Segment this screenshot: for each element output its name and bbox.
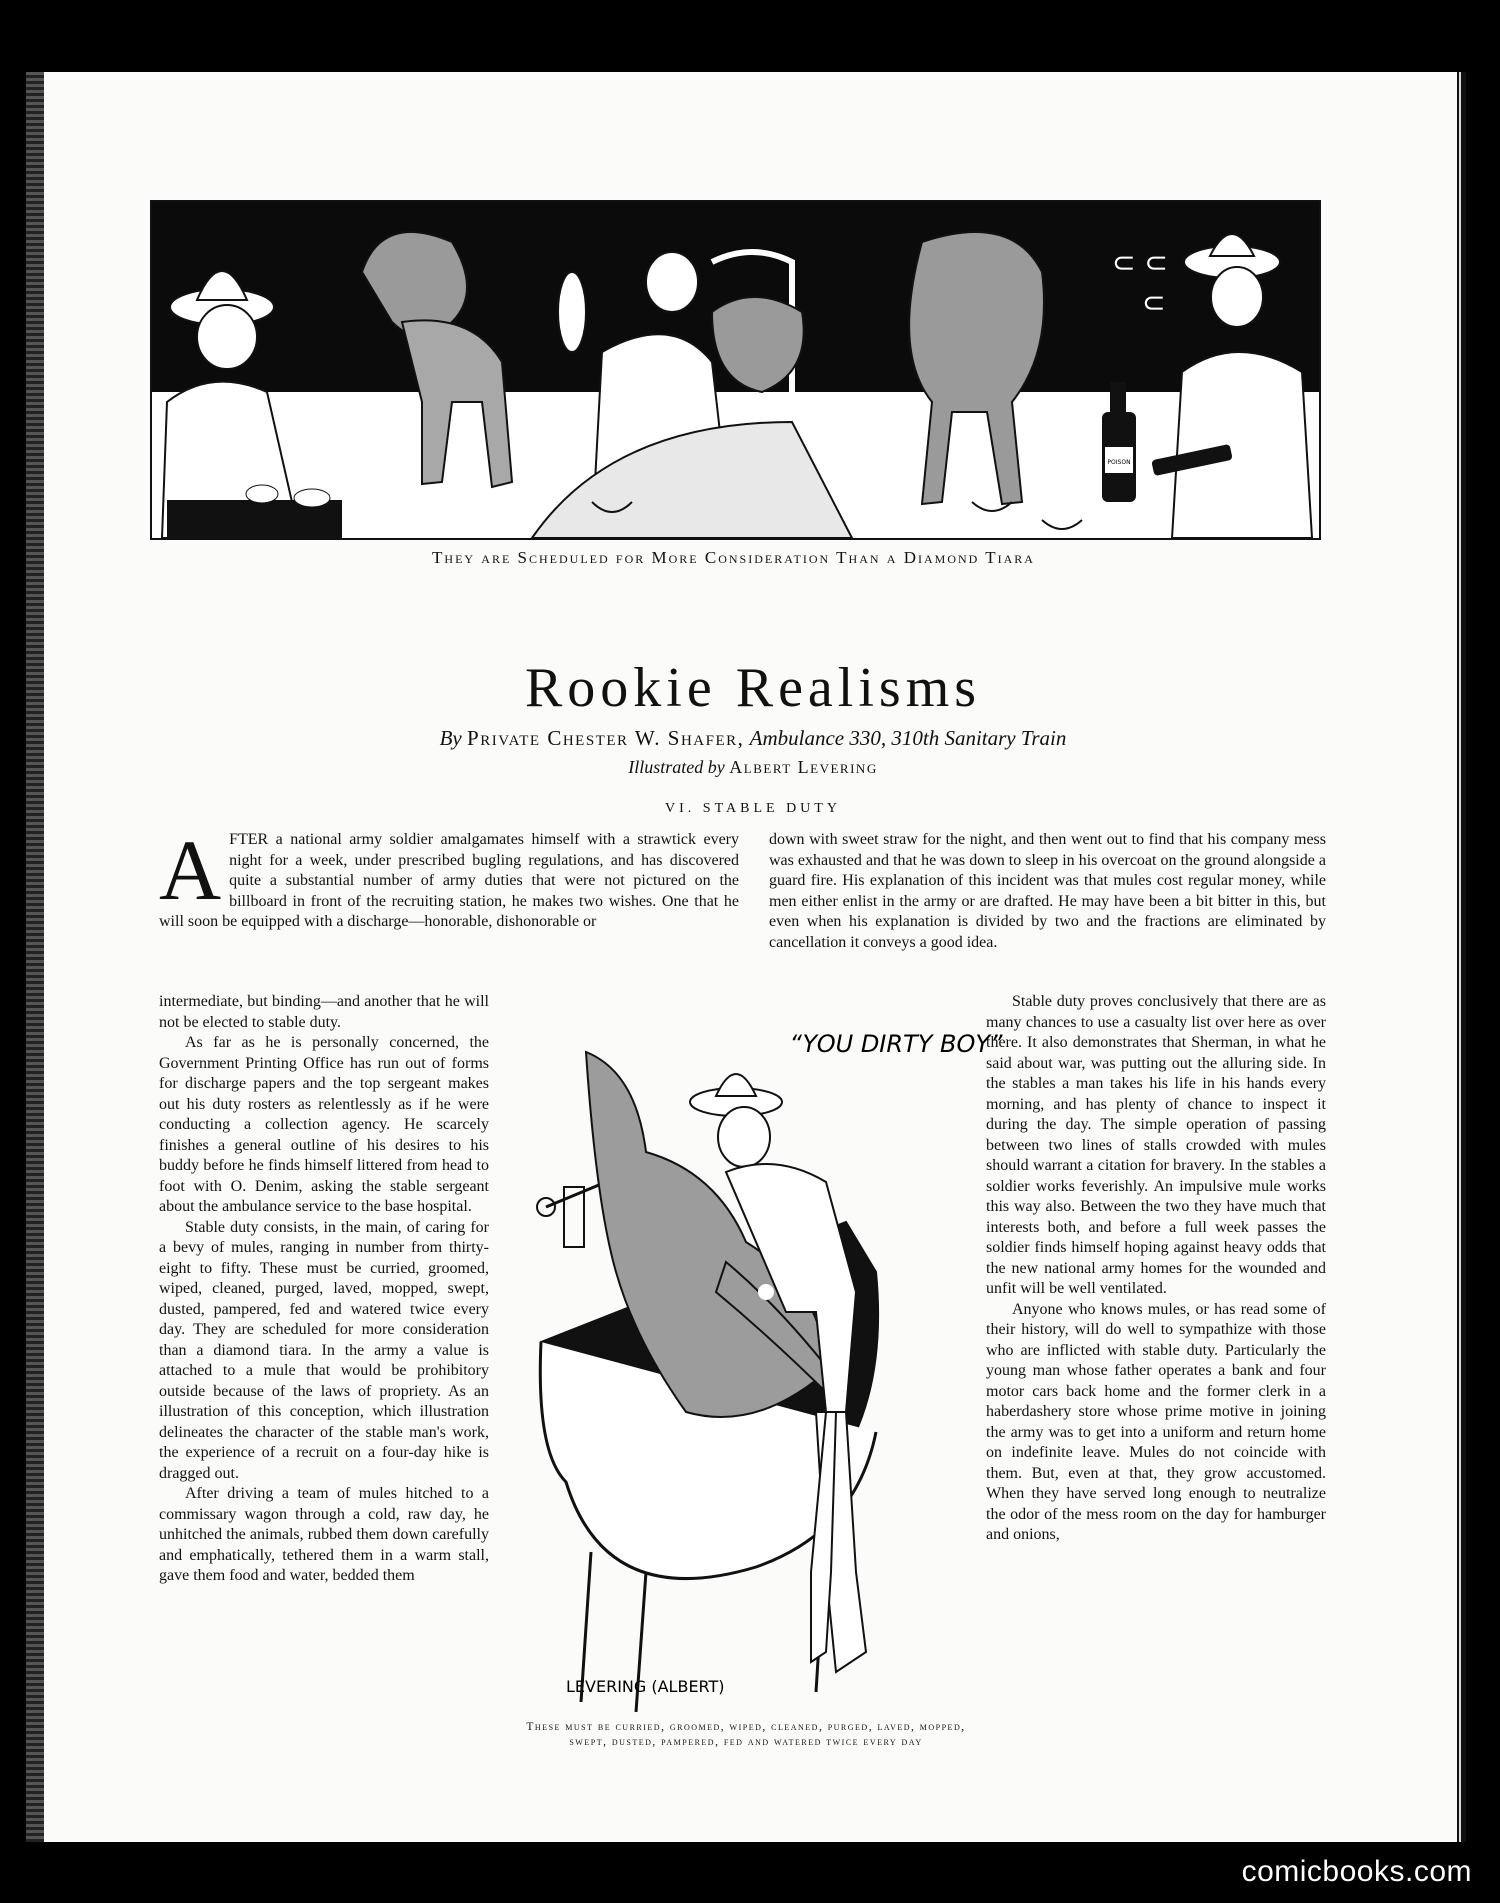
poison-label: POISON: [1107, 459, 1131, 466]
paragraph: Anyone who knows mules, or has read some of their history, will do well to sympathize with those who are inflicted with stable duty. Particularly the young man whose father operates a bank and four motor cars back home and the former clerk in a haberdashery store whose prime motive in joining the army was to get into a uniform and return home on indefinite leave. Mules do not coincide with them. But, even at that, they grow accustomed. When they have served long enough to neutralize the odor of the mess room on the day for hamburger and onions,: [986, 1300, 1326, 1543]
drop-cap: A: [159, 822, 222, 918]
illustrator-name: Albert Levering: [729, 757, 878, 777]
paragraph: Stable duty consists, in the main, of caring for a bevy of mules, ranging in number from thirty-eight to fifty. These must be curried, groomed, wiped, cleaned, purged, laved, mopped, swept, dusted, pampered, fed and watered twice every day. They are scheduled for more consideration than a diamond tiara. In the army a value is attached to a mule that would be prohibitory outside because of the laws of propriety. As an illustration of this conception, which illustration delineates the character of the stable man's work, the experience of a recruit on a four-day hike is dragged out.: [159, 1218, 489, 1482]
byline-by: By: [439, 726, 462, 750]
article-byline: [150, 726, 1356, 751]
svg-text:⊂: ⊂: [1142, 286, 1166, 319]
paragraph: As far as he is personally concerned, the Government Printing Office has run out of forms for discharge papers and the top sergeant makes out his duty rosters as relentlessly as if he were conducting a collection agency. He scarcely finishes a general outline of his desires to his buddy before he finds himself littered from head to foot with O. Denim, asking the stable sergeant about the ambulance service to the base hospital.: [159, 1034, 489, 1215]
column-1-body: [159, 992, 489, 1587]
site-watermark: comicbooks.com: [1241, 1855, 1472, 1888]
speech-text: “YOU DIRTY BOY”: [789, 1030, 1003, 1058]
column-1-intro: [159, 822, 739, 933]
paragraph: Stable duty proves conclusively that there are as many chances to use a casualty list over here as over there. It also demonstrates that Sherman, in what he said about war, was putting out the alluring side. In the stables a man takes his life in his hands every morning, and has plenty of chance to inspect it during the day. The simple operation of passing between two lines of stalls crowded with mules should warrant a citation for bravery. In the stables a soldier works feverishly. An impulsive mule works this way also. Between the two they have much that interests both, and before a full week passes the soldier finds himself hoping against heavy odds that the new national army homes for the wounded and unfit will be well ventilated.: [986, 993, 1326, 1297]
intro-paragraph: FTER a national army soldier amalgamates himself with a strawtick every night for a week, under prescribed bugling regulations, and has discovered quite a substantial number of army duties that were not pictured on the billboard in front of the recruiting station, he makes two wishes. One that he will soon be equipped with a discharge—honorable, dishonorable or: [159, 831, 739, 930]
article-title: Rookie Realisms: [524, 657, 982, 719]
paragraph: After driving a team of mules hitched to a commissary wagon through a cold, raw day, he unhitched the animals, rubbed them down carefully and emphatically, tethered them in a warm stall, gave them food and water, bedded them: [159, 1485, 489, 1584]
column-2-body: [986, 992, 1326, 1546]
header-illustration-caption: They are Scheduled for More Consideration Than a Diamond Tiara: [432, 548, 1035, 567]
magazine-page: [26, 72, 1466, 1842]
column-2-intro: [769, 830, 1326, 953]
bathtub-illustration: [526, 1012, 1003, 1717]
paragraph: down with sweet straw for the night, and then went out to find that his company mess was exhausted and that he was down to sleep in his overcoat on the ground alongside a guard fire. His explanation of this incident was that mules cost regular money, while men either enlist in the army or are drafted. He may have been a bit bitter in this, but even when his explanation is divided by two and the fractions are eliminated by cancellation it conveys a good idea.: [769, 831, 1326, 951]
byline-author: Private Chester W. Shafer,: [467, 726, 745, 750]
illustration-credit: [150, 757, 1356, 778]
byline-unit: Ambulance 330, 310th Sanitary Train: [749, 726, 1067, 750]
illustrated-by-label: Illustrated by: [628, 757, 725, 777]
svg-text:⊂ ⊂: ⊂ ⊂: [1112, 246, 1168, 279]
bathtub-illustration-drawing: [526, 1012, 1003, 1717]
next-page-edge: [1457, 72, 1466, 1842]
header-illustration-drawing: [152, 202, 1319, 538]
artist-signature: LEVERING (ALBERT): [566, 1677, 725, 1696]
bathtub-illustration-caption: These must be curried, groomed, wiped, cleaned, purged, laved, mopped, swept, dusted, pampered, fed and watered twice every day: [526, 1721, 966, 1748]
section-heading: VI. STABLE DUTY: [665, 801, 841, 816]
paragraph: intermediate, but binding—and another that he will not be elected to stable duty.: [159, 993, 489, 1031]
page-binding: [26, 72, 44, 1842]
header-illustration: [150, 200, 1321, 540]
